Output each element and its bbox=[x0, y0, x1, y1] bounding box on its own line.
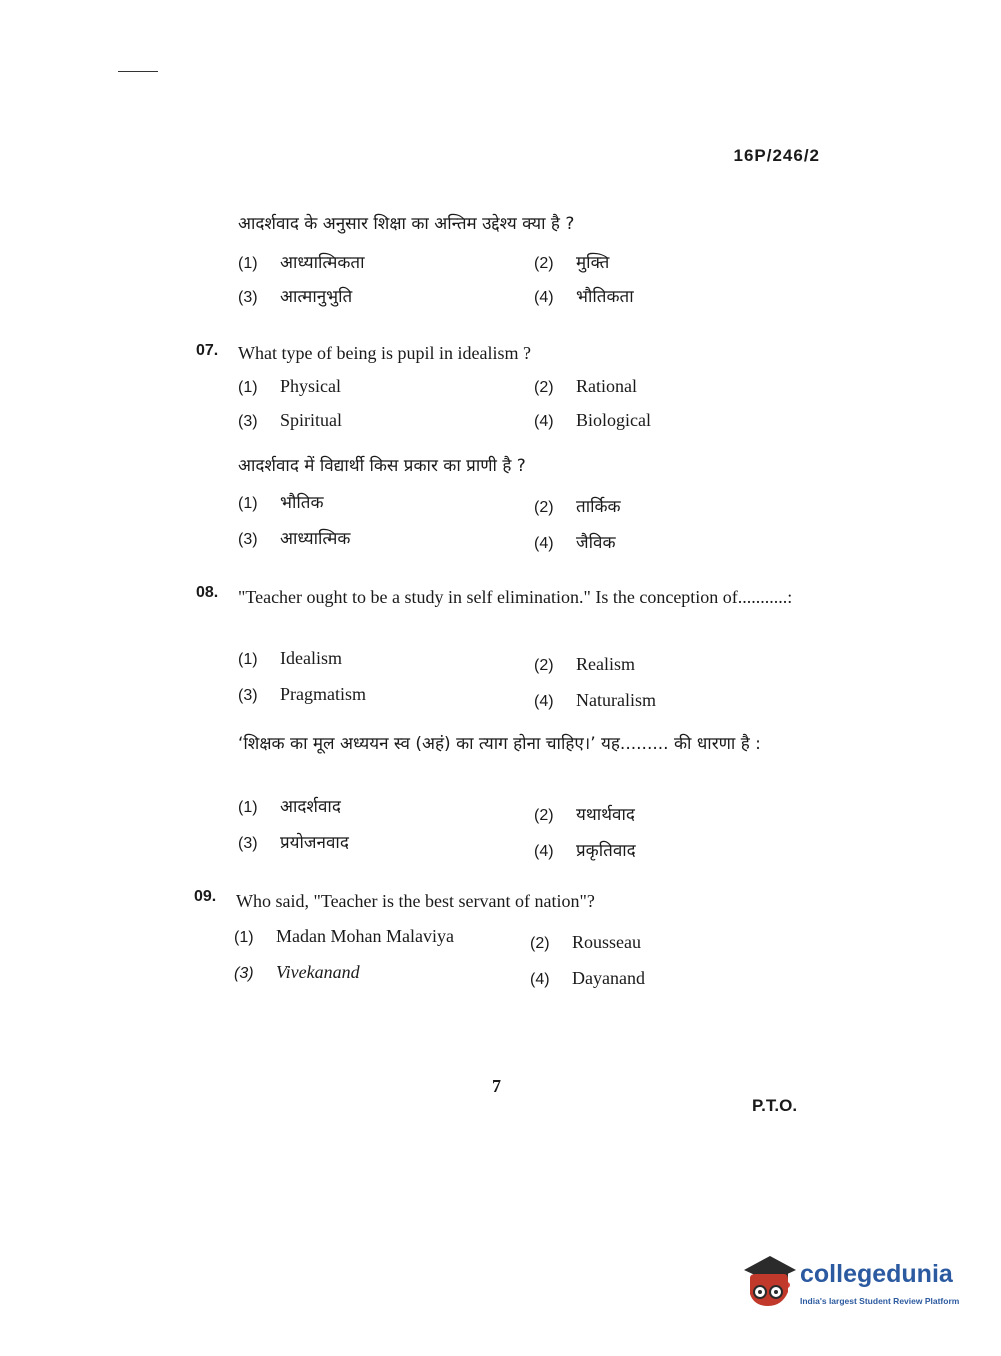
option-1[interactable]: (1) Madan Mohan Malaviya bbox=[234, 926, 454, 946]
option-4-hindi[interactable]: (4) जैविक bbox=[534, 533, 616, 553]
option-2[interactable]: (2) Realism bbox=[534, 654, 635, 674]
option-4[interactable]: (4) भौतिकता bbox=[534, 287, 634, 307]
option-3-hindi[interactable]: (3) आध्यात्मिक bbox=[238, 529, 351, 549]
option-1[interactable]: (1) Physical bbox=[238, 376, 341, 396]
option-2-hindi[interactable]: (2) तार्किक bbox=[534, 497, 621, 517]
option-4[interactable]: (4) Naturalism bbox=[534, 690, 656, 710]
option-3-hindi[interactable]: (3) प्रयोजनवाद bbox=[238, 833, 349, 853]
collegedunia-logo bbox=[742, 1252, 972, 1312]
option-4-hindi[interactable]: (4) प्रकृतिवाद bbox=[534, 841, 636, 861]
question-text-hindi: आदर्शवाद में विद्यार्थी किस प्रकार का प्राणी है ? bbox=[238, 456, 526, 476]
question-text: "Teacher ought to be a study in self elimination." Is the conception of...........: bbox=[238, 587, 793, 607]
option-3[interactable]: (3) आत्मानुभुति bbox=[238, 287, 353, 307]
question-number: 09. bbox=[194, 888, 217, 905]
option-4[interactable]: (4) Dayanand bbox=[530, 968, 645, 988]
logo-wordmark: collegedunia bbox=[800, 1260, 953, 1288]
logo-tagline: India's largest Student Review Platform bbox=[800, 1296, 960, 1306]
question-text: Who said, "Teacher is the best servant of nation"? bbox=[236, 891, 595, 911]
option-4[interactable]: (4) Biological bbox=[534, 410, 651, 430]
question-number: 08. bbox=[196, 584, 219, 601]
question-text-hindi: ‘शिक्षक का मूल अध्ययन स्व (अहं) का त्याग होना चाहिए।’ यह......... की धारणा है : bbox=[238, 734, 761, 754]
option-1-hindi[interactable]: (1) भौतिक bbox=[238, 493, 324, 513]
mascot-icon bbox=[742, 1252, 798, 1312]
top-rule bbox=[118, 71, 158, 72]
option-1[interactable]: (1) आध्यात्मिकता bbox=[238, 253, 365, 273]
option-1[interactable]: (1) Idealism bbox=[238, 648, 342, 668]
option-3[interactable]: (3) Spiritual bbox=[238, 410, 342, 430]
option-2[interactable]: (2) Rational bbox=[534, 376, 637, 396]
option-2-hindi[interactable]: (2) यथार्थवाद bbox=[534, 805, 635, 825]
question-text: आदर्शवाद के अनुसार शिक्षा का अन्तिम उद्देश्य क्या है ? bbox=[238, 214, 575, 234]
option-3[interactable]: (3) Vivekanand bbox=[234, 962, 360, 982]
question-number: 07. bbox=[196, 342, 219, 359]
option-2[interactable]: (2) मुक्ति bbox=[534, 253, 610, 273]
pto-label: P.T.O. bbox=[752, 1096, 798, 1115]
page-number: 7 bbox=[492, 1076, 501, 1096]
option-1-hindi[interactable]: (1) आदर्शवाद bbox=[238, 797, 341, 817]
option-3[interactable]: (3) Pragmatism bbox=[238, 684, 366, 704]
question-text: What type of being is pupil in idealism ? bbox=[238, 343, 531, 363]
paper-code: 16P/246/2 bbox=[733, 146, 820, 165]
option-2[interactable]: (2) Rousseau bbox=[530, 932, 641, 952]
